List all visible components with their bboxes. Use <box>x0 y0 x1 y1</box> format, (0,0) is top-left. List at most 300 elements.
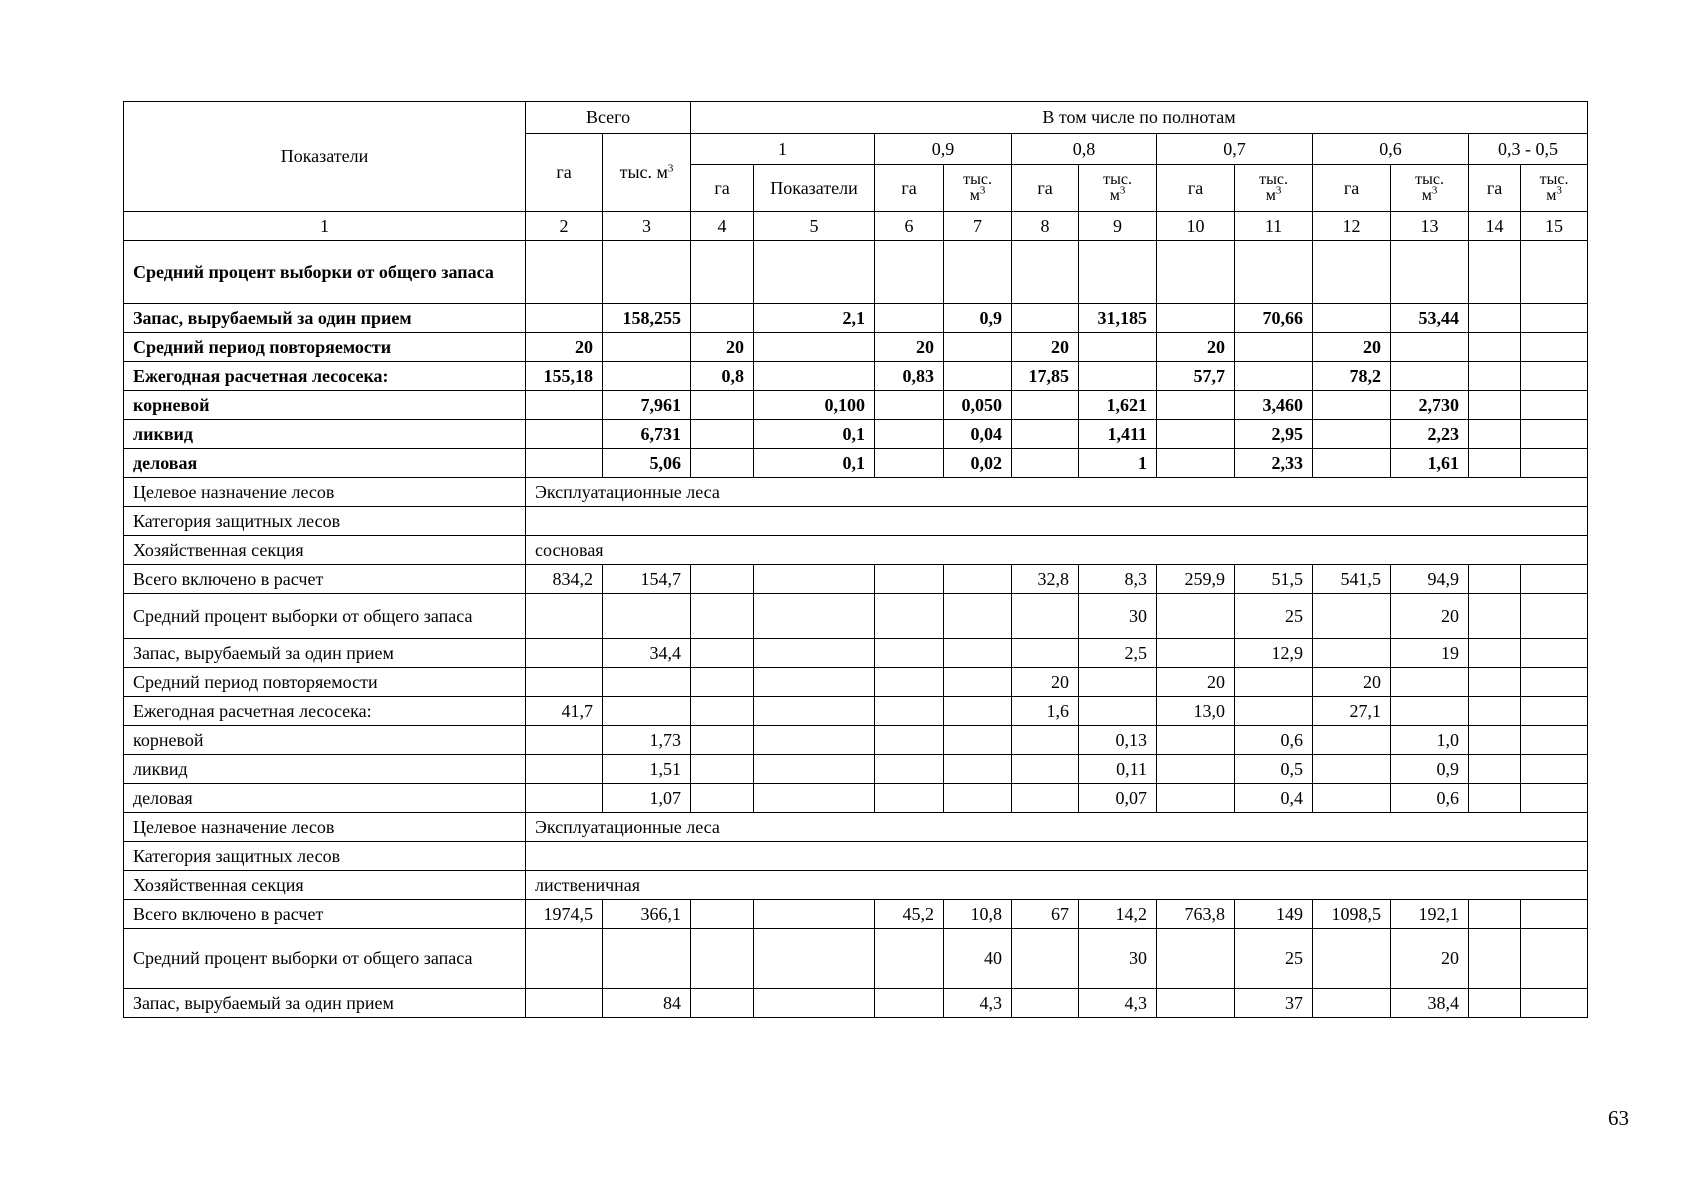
table-cell: 14,2 <box>1079 900 1157 929</box>
table-cell <box>1469 900 1521 929</box>
table-cell: 45,2 <box>875 900 944 929</box>
table-cell: 0,050 <box>944 391 1012 420</box>
table-cell <box>1157 420 1235 449</box>
table-cell <box>1469 241 1521 304</box>
row-label: деловая <box>124 784 526 813</box>
row-label: Средний процент выборки от общего запаса <box>124 929 526 989</box>
table-cell <box>1079 333 1157 362</box>
table-cell <box>1469 668 1521 697</box>
col6-ha-header: га <box>875 165 944 212</box>
table-cell: 57,7 <box>1157 362 1235 391</box>
table-cell <box>1157 929 1235 989</box>
column-number: 5 <box>754 212 875 241</box>
table-cell: 1 <box>1079 449 1157 478</box>
table-cell: 0,8 <box>691 362 754 391</box>
table-cell <box>1521 333 1588 362</box>
total-volume-header <box>603 134 691 212</box>
table-cell <box>1469 639 1521 668</box>
table-cell <box>1521 726 1588 755</box>
table-cell <box>603 333 691 362</box>
table-cell <box>754 362 875 391</box>
table-cell <box>1012 594 1079 639</box>
table-cell <box>526 929 603 989</box>
column-number: 3 <box>603 212 691 241</box>
table-cell: 0,02 <box>944 449 1012 478</box>
table-cell: 20 <box>1313 668 1391 697</box>
table-row <box>124 304 1588 333</box>
table-cell: 4,3 <box>1079 989 1157 1018</box>
col4-ha-header: га <box>691 165 754 212</box>
col13-volume-header: тыс. $м^3$ <box>1391 165 1469 212</box>
row-label: Средний процент выборки от общего запаса <box>124 594 526 639</box>
table-cell <box>1012 449 1079 478</box>
table-cell: 0,6 <box>1391 784 1469 813</box>
table-row <box>124 565 1588 594</box>
table-cell: 0,13 <box>1079 726 1157 755</box>
table-cell <box>1521 784 1588 813</box>
table-cell: 0,4 <box>1235 784 1313 813</box>
table-cell <box>1157 449 1235 478</box>
table-cell <box>1313 639 1391 668</box>
table-cell <box>1157 594 1235 639</box>
table-cell <box>875 304 944 333</box>
table-cell: 25 <box>1235 594 1313 639</box>
table-cell <box>1469 391 1521 420</box>
table-cell <box>1012 241 1079 304</box>
table-cell: 2,1 <box>754 304 875 333</box>
table-cell <box>1521 391 1588 420</box>
table-row <box>124 668 1588 697</box>
table-cell: 94,9 <box>1391 565 1469 594</box>
table-row <box>124 449 1588 478</box>
col10-ha-header: га <box>1157 165 1235 212</box>
table-cell <box>603 929 691 989</box>
table-cell: 1,0 <box>1391 726 1469 755</box>
table-cell <box>1079 668 1157 697</box>
table-cell: 31,185 <box>1079 304 1157 333</box>
table-cell: 12,9 <box>1235 639 1313 668</box>
table-cell: 20 <box>1012 333 1079 362</box>
table-cell <box>526 726 603 755</box>
table-cell <box>875 784 944 813</box>
table-cell <box>1521 449 1588 478</box>
table-cell <box>1313 929 1391 989</box>
column-number: 7 <box>944 212 1012 241</box>
table-cell: 0,5 <box>1235 755 1313 784</box>
table-cell <box>754 565 875 594</box>
table-cell <box>1157 726 1235 755</box>
table-cell <box>1012 755 1079 784</box>
table-cell: 0,07 <box>1079 784 1157 813</box>
table-cell <box>1012 420 1079 449</box>
table-cell: 2,5 <box>1079 639 1157 668</box>
table-cell: 2,730 <box>1391 391 1469 420</box>
col9-volume-header: тыс. $м^3$ <box>1079 165 1157 212</box>
table-body <box>124 102 1588 1018</box>
column-number: 2 <box>526 212 603 241</box>
table-cell <box>1157 241 1235 304</box>
density-0-8-header: 0,8 <box>1012 134 1157 165</box>
table-cell <box>1521 639 1588 668</box>
table-cell: 41,7 <box>526 697 603 726</box>
table-cell: 20 <box>691 333 754 362</box>
row-label: Целевое назначение лесов <box>124 813 526 842</box>
table-cell <box>691 449 754 478</box>
section-value: сосновая <box>526 536 1588 565</box>
table-cell: 1098,5 <box>1313 900 1391 929</box>
table-cell <box>691 565 754 594</box>
table-cell <box>1521 900 1588 929</box>
total-header: Всего <box>526 102 691 134</box>
table-row <box>124 784 1588 813</box>
table-cell <box>1391 697 1469 726</box>
table-cell <box>1521 594 1588 639</box>
table-cell <box>875 639 944 668</box>
table-cell <box>1313 391 1391 420</box>
table-cell: 2,23 <box>1391 420 1469 449</box>
table-cell <box>875 989 944 1018</box>
row-label: Средний период повторяемости <box>124 668 526 697</box>
table-cell <box>1012 726 1079 755</box>
table-cell <box>1391 241 1469 304</box>
table-cell <box>1313 304 1391 333</box>
table-cell <box>754 726 875 755</box>
row-label: деловая <box>124 449 526 478</box>
table-row <box>124 333 1588 362</box>
table-cell <box>875 697 944 726</box>
table-cell <box>1521 755 1588 784</box>
table-cell <box>754 989 875 1018</box>
table-cell: 40 <box>944 929 1012 989</box>
table-cell <box>603 241 691 304</box>
table-row <box>124 755 1588 784</box>
row-label: Запас, вырубаемый за один прием <box>124 304 526 333</box>
table-cell <box>944 697 1012 726</box>
table-cell <box>691 697 754 726</box>
table-cell <box>526 784 603 813</box>
table-cell <box>944 565 1012 594</box>
table-cell: 25 <box>1235 929 1313 989</box>
table-cell <box>526 304 603 333</box>
table-cell <box>526 449 603 478</box>
section-value: лиственичная <box>526 871 1588 900</box>
table-cell <box>1521 304 1588 333</box>
table-cell: 8,3 <box>1079 565 1157 594</box>
section-row <box>124 871 1588 900</box>
table-cell: 158,255 <box>603 304 691 333</box>
density-0-7-header: 0,7 <box>1157 134 1313 165</box>
table-cell <box>691 784 754 813</box>
table-cell: 834,2 <box>526 565 603 594</box>
table-cell <box>944 241 1012 304</box>
table-cell <box>875 391 944 420</box>
by-density-header: В том числе по полнотам <box>691 102 1588 134</box>
table-cell: 1,621 <box>1079 391 1157 420</box>
table-cell <box>754 697 875 726</box>
table-cell: 0,11 <box>1079 755 1157 784</box>
table-cell <box>1469 449 1521 478</box>
table-cell <box>1157 755 1235 784</box>
column-number: 14 <box>1469 212 1521 241</box>
table-cell <box>754 668 875 697</box>
table-row <box>124 391 1588 420</box>
table-cell <box>1521 420 1588 449</box>
table-cell <box>875 755 944 784</box>
table-cell <box>1157 391 1235 420</box>
table-cell <box>1012 929 1079 989</box>
row-label: Ежегодная расчетная лесосека: <box>124 362 526 391</box>
table-cell <box>1313 241 1391 304</box>
table-cell <box>944 668 1012 697</box>
table-cell <box>691 420 754 449</box>
table-cell <box>526 668 603 697</box>
table-cell <box>1079 697 1157 726</box>
density-0-9-header: 0,9 <box>875 134 1012 165</box>
table-cell <box>1012 989 1079 1018</box>
table-cell: 13,0 <box>1157 697 1235 726</box>
table-row <box>124 639 1588 668</box>
col15-volume-header: тыс. $м^3$ <box>1521 165 1588 212</box>
table-cell: 20 <box>1157 333 1235 362</box>
table-row <box>124 241 1588 304</box>
table-cell <box>944 333 1012 362</box>
table-cell <box>1313 420 1391 449</box>
section-value: Эксплуатационные леса <box>526 478 1588 507</box>
table-cell <box>691 594 754 639</box>
table-cell <box>875 668 944 697</box>
row-label: Средний процент выборки от общего запаса <box>124 241 526 304</box>
table-cell <box>1012 784 1079 813</box>
table-cell <box>1157 304 1235 333</box>
density-0-3-0-5-header: 0,3 - 0,5 <box>1469 134 1588 165</box>
table-cell: 0,6 <box>1235 726 1313 755</box>
row-label: корневой <box>124 391 526 420</box>
column-number: 9 <box>1079 212 1157 241</box>
table-cell <box>1469 333 1521 362</box>
table-cell <box>526 420 603 449</box>
col11-volume-header: тыс. $м^3$ <box>1235 165 1313 212</box>
table-cell: 1,07 <box>603 784 691 813</box>
table-cell: 0,1 <box>754 420 875 449</box>
table-cell <box>1469 726 1521 755</box>
table-cell <box>754 929 875 989</box>
section-value <box>526 842 1588 871</box>
row-label: Средний период повторяемости <box>124 333 526 362</box>
table-cell <box>1469 989 1521 1018</box>
table-cell: 38,4 <box>1391 989 1469 1018</box>
table-cell: 0,04 <box>944 420 1012 449</box>
table-cell: 34,4 <box>603 639 691 668</box>
indicators-header: Показатели <box>124 102 526 212</box>
table-row <box>124 726 1588 755</box>
table-cell: 0,9 <box>1391 755 1469 784</box>
table-cell <box>1521 989 1588 1018</box>
table-row <box>124 420 1588 449</box>
table-cell <box>944 362 1012 391</box>
table-cell: 37 <box>1235 989 1313 1018</box>
table-cell <box>1521 241 1588 304</box>
col14-ha-header: га <box>1469 165 1521 212</box>
table-cell: 53,44 <box>1391 304 1469 333</box>
table-cell: 192,1 <box>1391 900 1469 929</box>
table-cell <box>1235 697 1313 726</box>
table-cell <box>1079 241 1157 304</box>
table-cell: 78,2 <box>1313 362 1391 391</box>
forest-harvest-table <box>123 101 1588 1018</box>
table-cell: 0,83 <box>875 362 944 391</box>
table-cell: 1,61 <box>1391 449 1469 478</box>
table-cell: 67 <box>1012 900 1079 929</box>
column-number: 12 <box>1313 212 1391 241</box>
table-cell: 20 <box>1313 333 1391 362</box>
table-cell <box>1313 755 1391 784</box>
table-cell <box>526 241 603 304</box>
column-number: 11 <box>1235 212 1313 241</box>
table-cell <box>1469 784 1521 813</box>
row-label: ликвид <box>124 755 526 784</box>
column-number-row <box>124 212 1588 241</box>
table-cell <box>1157 784 1235 813</box>
table-cell <box>1313 989 1391 1018</box>
table-cell <box>691 989 754 1018</box>
column-number: 8 <box>1012 212 1079 241</box>
table-cell <box>1521 697 1588 726</box>
table-cell <box>1313 594 1391 639</box>
table-cell <box>754 594 875 639</box>
table-cell <box>691 241 754 304</box>
table-cell: 32,8 <box>1012 565 1079 594</box>
table-cell <box>526 755 603 784</box>
table-cell <box>754 241 875 304</box>
table-cell <box>875 726 944 755</box>
table-cell <box>754 333 875 362</box>
table-cell: 366,1 <box>603 900 691 929</box>
table-cell <box>875 241 944 304</box>
table-cell: 149 <box>1235 900 1313 929</box>
column-number: 1 <box>124 212 526 241</box>
section-row <box>124 813 1588 842</box>
col5-header: Показатели <box>754 165 875 212</box>
row-label: Категория защитных лесов <box>124 507 526 536</box>
table-cell <box>691 726 754 755</box>
table-cell: 20 <box>1012 668 1079 697</box>
table-cell: 155,18 <box>526 362 603 391</box>
table-cell <box>1469 929 1521 989</box>
cube-superscript: 3 <box>667 162 674 175</box>
table-cell <box>875 929 944 989</box>
table-cell: 6,731 <box>603 420 691 449</box>
row-label: корневой <box>124 726 526 755</box>
total-volume-unit: тыс. м <box>619 162 668 183</box>
table-cell <box>1469 594 1521 639</box>
column-number: 13 <box>1391 212 1469 241</box>
table-cell: 19 <box>1391 639 1469 668</box>
row-label: Запас, вырубаемый за один прием <box>124 639 526 668</box>
row-label: Категория защитных лесов <box>124 842 526 871</box>
table-cell: 154,7 <box>603 565 691 594</box>
table-cell: 1,411 <box>1079 420 1157 449</box>
table-cell <box>1012 391 1079 420</box>
table-cell <box>1313 449 1391 478</box>
table-cell <box>1157 639 1235 668</box>
table-cell <box>1469 304 1521 333</box>
table-cell: 20 <box>1157 668 1235 697</box>
table-cell: 2,33 <box>1235 449 1313 478</box>
table-cell <box>1469 420 1521 449</box>
table-cell: 51,5 <box>1235 565 1313 594</box>
section-row <box>124 478 1588 507</box>
column-number: 15 <box>1521 212 1588 241</box>
table-cell <box>1521 362 1588 391</box>
table-cell: 763,8 <box>1157 900 1235 929</box>
table-cell: 30 <box>1079 929 1157 989</box>
table-cell <box>603 594 691 639</box>
column-number: 4 <box>691 212 754 241</box>
table-cell: 0,1 <box>754 449 875 478</box>
table-cell: 2,95 <box>1235 420 1313 449</box>
table-cell <box>526 989 603 1018</box>
table-cell <box>754 639 875 668</box>
section-row <box>124 842 1588 871</box>
table-cell: 17,85 <box>1012 362 1079 391</box>
table-cell <box>875 565 944 594</box>
table-cell: 30 <box>1079 594 1157 639</box>
table-cell <box>754 755 875 784</box>
table-cell <box>1012 639 1079 668</box>
row-label: Хозяйственная секция <box>124 536 526 565</box>
table-cell <box>603 697 691 726</box>
table-cell <box>1235 333 1313 362</box>
table-cell: 3,460 <box>1235 391 1313 420</box>
density-1-header: 1 <box>691 134 875 165</box>
section-row <box>124 536 1588 565</box>
table-cell: 20 <box>875 333 944 362</box>
table-cell: 259,9 <box>1157 565 1235 594</box>
table-cell: 4,3 <box>944 989 1012 1018</box>
table-cell <box>691 929 754 989</box>
row-label: Запас, вырубаемый за один прием <box>124 989 526 1018</box>
table-cell <box>1469 697 1521 726</box>
section-value <box>526 507 1588 536</box>
table-cell <box>1391 333 1469 362</box>
table-cell <box>1469 565 1521 594</box>
table-cell: 20 <box>526 333 603 362</box>
table-cell <box>691 900 754 929</box>
page-number: 63 <box>1608 1106 1629 1130</box>
table-cell: 70,66 <box>1235 304 1313 333</box>
column-number: 6 <box>875 212 944 241</box>
table-cell: 10,8 <box>944 900 1012 929</box>
table-cell <box>691 639 754 668</box>
row-label: Целевое назначение лесов <box>124 478 526 507</box>
table-cell <box>1521 668 1588 697</box>
table-cell: 7,961 <box>603 391 691 420</box>
table-cell <box>1235 668 1313 697</box>
table-cell <box>754 900 875 929</box>
row-label: Хозяйственная секция <box>124 871 526 900</box>
table-cell: 5,06 <box>603 449 691 478</box>
table-cell: 27,1 <box>1313 697 1391 726</box>
col7-volume-header: тыс. $м^3$ <box>944 165 1012 212</box>
table-cell <box>944 755 1012 784</box>
table-cell <box>1469 362 1521 391</box>
table-cell: 541,5 <box>1313 565 1391 594</box>
table-cell <box>944 594 1012 639</box>
table-cell <box>526 391 603 420</box>
table-row <box>124 989 1588 1018</box>
table-row <box>124 900 1588 929</box>
table-cell <box>1521 565 1588 594</box>
